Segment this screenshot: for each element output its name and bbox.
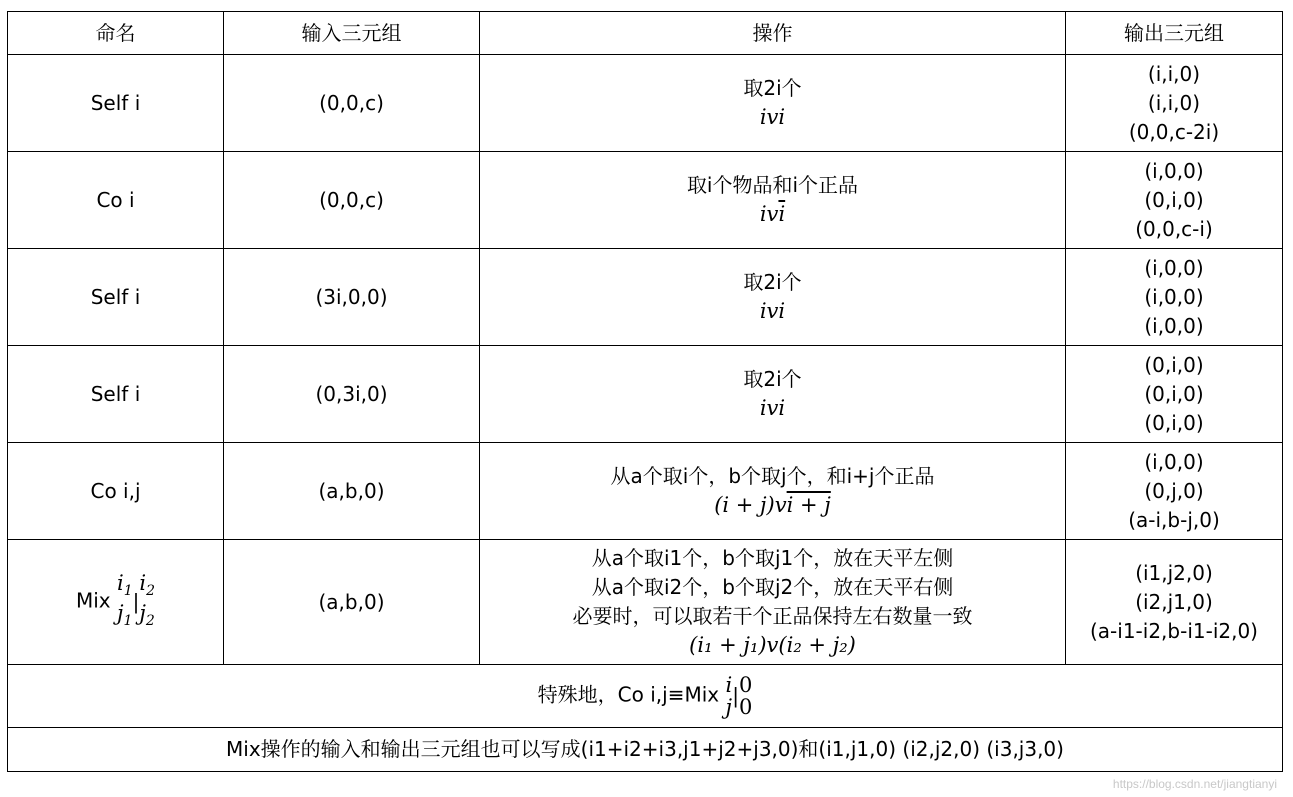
row-output — [1066, 540, 1283, 665]
output-triple: (i,0,0) — [1144, 313, 1204, 338]
output-triple: (a-i,b-j,0) — [1128, 507, 1220, 532]
note-row — [8, 665, 1283, 728]
row-operation — [480, 249, 1066, 346]
header-output: 输出三元组 — [1066, 12, 1283, 55]
special-case-note — [8, 665, 1283, 728]
operation-formula — [480, 491, 1065, 520]
frac-top-sub: 2 — [146, 583, 156, 599]
note-fraction-right — [739, 674, 752, 718]
header-input: 输入三元组 — [224, 12, 480, 55]
header-row — [8, 12, 1283, 55]
operation-formula: (i₁ + j₁)v(i₂ + j₂) — [689, 633, 856, 657]
operation-formula: ivi — [759, 299, 786, 323]
row-name: Self i — [8, 55, 224, 152]
row-name: Self i — [8, 249, 224, 346]
output-triple: (i,0,0) — [1144, 255, 1204, 280]
row-operation — [480, 540, 1066, 665]
header-name: 命名 — [8, 12, 224, 55]
operation-text: 取2i个 — [743, 76, 802, 100]
note-bar: | — [732, 683, 739, 708]
row-input: (0,0,c) — [224, 152, 480, 249]
row-operation — [480, 443, 1066, 540]
table-row — [8, 249, 1283, 346]
table-row — [8, 152, 1283, 249]
operation-text: 取i个物品和i个正品 — [686, 173, 859, 197]
output-triple: (0,j,0) — [1144, 478, 1204, 503]
frac-bottom: j — [139, 601, 146, 625]
row-output — [1066, 443, 1283, 540]
operation-text: 取2i个 — [743, 367, 802, 391]
header-operation: 操作 — [480, 12, 1066, 55]
output-triple: (i,0,0) — [1144, 284, 1204, 309]
row-output — [1066, 346, 1283, 443]
table-row — [8, 540, 1283, 665]
output-triple: (i,i,0) — [1147, 61, 1201, 86]
mix-fraction-left — [117, 572, 133, 632]
watermark: https://blog.csdn.net/jiangtianyi — [1112, 777, 1277, 791]
row-output — [1066, 249, 1283, 346]
formula-overline: $\overline{i}$ — [778, 202, 786, 226]
row-operation — [480, 346, 1066, 443]
mix-alt-note: Mix操作的输入和输出三元组也可以写成(i1+i2+i3,j1+j2+j3,0)和(i1,j1,0) (i2,j2,0) (i3,j3,0) — [8, 728, 1283, 772]
row-operation — [480, 152, 1066, 249]
row-name: Co i,j — [8, 443, 224, 540]
note-prefix: 特殊地，Co i,j≡Mix — [537, 682, 726, 707]
row-input: (0,3i,0) — [224, 346, 480, 443]
output-triple: (i,i,0) — [1147, 90, 1201, 115]
row-name: Self i — [8, 346, 224, 443]
table-row — [8, 443, 1283, 540]
operation-text: 取2i个 — [743, 270, 802, 294]
output-triple: (0,i,0) — [1144, 410, 1204, 435]
frac-bottom-sub: 1 — [123, 613, 133, 630]
operation-text: 从a个取i个，b个取j个，和i+j个正品 — [610, 464, 935, 488]
note-row — [8, 728, 1283, 772]
row-input: (3i,0,0) — [224, 249, 480, 346]
frac-top: i — [725, 673, 733, 697]
mix-prefix: Mix — [75, 588, 117, 613]
mix-bar: | — [132, 589, 140, 614]
table-row — [8, 346, 1283, 443]
operation-formula: ivi — [759, 105, 786, 129]
row-name: Co i — [8, 152, 224, 249]
output-triple: (0,i,0) — [1144, 187, 1204, 212]
output-triple: (a-i1-i2,b-i1-i2,0) — [1090, 618, 1258, 643]
output-triple: (0,0,c-i) — [1135, 216, 1213, 241]
frac-bottom: j — [116, 601, 124, 625]
output-triple: (i1,j2,0) — [1135, 560, 1213, 585]
formula-prefix: (i + j)v — [714, 493, 787, 517]
output-triple: (i,0,0) — [1144, 158, 1204, 183]
operation-text: 从a个取i2个，b个取j2个，放在天平右侧 — [591, 575, 954, 599]
row-input: (a,b,0) — [224, 540, 480, 665]
mix-fraction-right — [139, 572, 155, 632]
frac-bottom: 0 — [738, 695, 753, 719]
row-output — [1066, 152, 1283, 249]
formula-overline: i + j — [786, 493, 831, 517]
row-name — [8, 540, 224, 665]
frac-top: 0 — [738, 673, 753, 697]
output-triple: (0,0,c-2i) — [1128, 119, 1220, 144]
frac-top: i — [139, 570, 147, 595]
row-input: (0,0,c) — [224, 55, 480, 152]
operation-text: 从a个取i1个，b个取j1个，放在天平左侧 — [591, 546, 954, 570]
frac-bottom-sub: 2 — [145, 613, 155, 630]
row-output — [1066, 55, 1283, 152]
frac-bottom: j — [725, 695, 732, 719]
output-triple: (i,0,0) — [1144, 449, 1204, 474]
frac-top: i — [116, 570, 124, 595]
operation-text: 必要时，可以取若干个正品保持左右数量一致 — [572, 604, 973, 628]
frac-top-sub: 1 — [123, 583, 133, 599]
operations-table — [7, 11, 1283, 772]
row-input: (a,b,0) — [224, 443, 480, 540]
row-operation — [480, 55, 1066, 152]
formula-prefix: iv — [759, 202, 779, 226]
operation-formula — [480, 200, 1065, 229]
output-triple: (0,i,0) — [1144, 352, 1204, 377]
output-triple: (i2,j1,0) — [1135, 589, 1213, 614]
table-row — [8, 55, 1283, 152]
operation-formula: ivi — [759, 396, 786, 420]
output-triple: (0,i,0) — [1144, 381, 1204, 406]
